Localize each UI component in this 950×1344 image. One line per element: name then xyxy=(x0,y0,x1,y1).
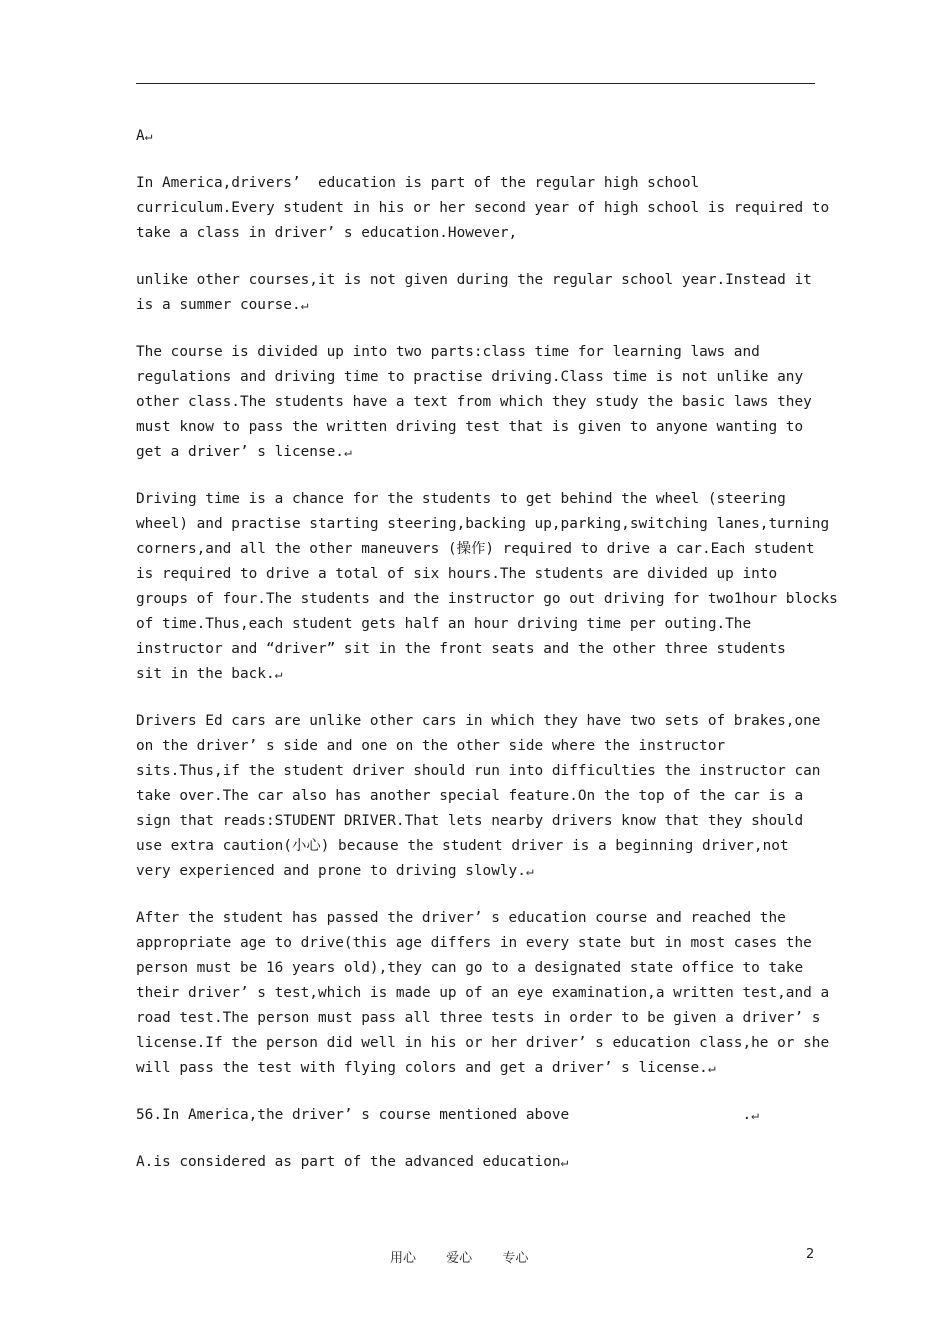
paragraph-line: sign that reads:STUDENT DRIVER.That lets nearby drivers know that they should xyxy=(136,813,804,829)
paragraph-line: is required to drive a total of six hours.The students are divided up into xyxy=(136,566,778,582)
paragraph-line: use extra caution(小心) because the student driver is a beginning driver,not xyxy=(136,838,789,854)
section-label-text: A xyxy=(136,128,145,144)
paragraph-line xyxy=(136,293,826,318)
paragraph-line: appropriate age to drive(this age differs in every state but in most cases the xyxy=(136,935,812,951)
paragraph xyxy=(136,268,826,318)
paragraph-line: corners,and all the other maneuvers (操作) required to drive a car.Each student xyxy=(136,541,815,557)
paragraph-mark-icon: ↵ xyxy=(525,864,534,879)
paragraph-line: take over.The car also has another special feature.On the top of the car is a xyxy=(136,788,804,804)
paragraph-line: unlike other courses,it is not given during the regular school year.Instead it xyxy=(136,272,812,288)
paragraph-line: groups of four.The students and the instructor go out driving for two1hour blocks xyxy=(136,591,838,607)
paragraph-mark-icon: ↵ xyxy=(274,667,283,682)
paragraph-mark-icon: ↵ xyxy=(560,1155,569,1170)
paragraph-line: curriculum.Every student in his or her second year of high school is required to xyxy=(136,200,830,216)
paragraph-line: must know to pass the written driving test that is given to anyone wanting to xyxy=(136,419,804,435)
paragraph-line: After the student has passed the driver’ s education course and reached the xyxy=(136,910,786,926)
paragraph-line: take a class in driver’ s education.However, xyxy=(136,225,518,241)
paragraph-line: person must be 16 years old),they can go to a designated state office to take xyxy=(136,960,804,976)
line-text: very experienced and prone to driving slowly. xyxy=(136,863,526,879)
paragraph-line: Driving time is a chance for the students to get behind the wheel (steering xyxy=(136,491,786,507)
header-rule xyxy=(136,83,815,84)
paragraph xyxy=(136,1150,826,1175)
line-text: is a summer course. xyxy=(136,297,301,313)
paragraph xyxy=(136,1103,826,1128)
paragraph-mark-icon: ↵ xyxy=(144,129,153,144)
paragraph xyxy=(136,340,826,465)
paragraph-list xyxy=(136,171,838,1175)
paragraph-line xyxy=(136,662,826,687)
paragraph-line xyxy=(136,859,826,884)
paragraph-line: other class.The students have a text from which they study the basic laws they xyxy=(136,394,812,410)
paragraph-line: regulations and driving time to practise driving.Class time is not unlike any xyxy=(136,369,804,385)
paragraph-line: license.If the person did well in his or her driver’ s education class,he or she xyxy=(136,1035,830,1051)
paragraph xyxy=(136,906,830,1081)
paragraph-line: The course is divided up into two parts:class time for learning laws and xyxy=(136,344,760,360)
paragraph-line xyxy=(136,1150,826,1175)
paragraph-line xyxy=(136,1103,826,1128)
paragraph-line: Drivers Ed cars are unlike other cars in which they have two sets of brakes,one xyxy=(136,713,821,729)
footer-motto-item: 用心 xyxy=(390,1251,417,1266)
page-number: 2 xyxy=(806,1247,815,1262)
paragraph-mark-icon: ↵ xyxy=(343,445,352,460)
paragraph-mark-icon: ↵ xyxy=(751,1108,759,1123)
paragraph-line: their driver’ s test,which is made up of an eye examination,a written test,and a xyxy=(136,985,830,1001)
paragraph-line: road test.The person must pass all three tests in order to be given a driver’ s xyxy=(136,1010,821,1026)
paragraph-line: of time.Thus,each student gets half an hour driving time per outing.The xyxy=(136,616,752,632)
paragraph-line: sits.Thus,if the student driver should run into difficulties the instructor can xyxy=(136,763,821,779)
line-text: A.is considered as part of the advanced education xyxy=(136,1154,561,1170)
page-footer xyxy=(0,1247,950,1267)
footer-motto-item: 专心 xyxy=(502,1251,529,1266)
paragraph-line: In America,drivers’ education is part of the regular high school xyxy=(136,175,700,191)
paragraph-line: instructor and “driver” sit in the front seats and the other three students xyxy=(136,641,786,657)
paragraph-mark-icon: ↵ xyxy=(707,1061,716,1076)
paragraph-line: wheel) and practise starting steering,backing up,parking,switching lanes,turning xyxy=(136,516,830,532)
line-text: get a driver’ s license. xyxy=(136,444,344,460)
footer-motto xyxy=(390,1247,554,1266)
document-body xyxy=(136,124,838,1197)
paragraph-line xyxy=(136,440,826,465)
paragraph xyxy=(136,487,838,687)
section-label xyxy=(136,124,826,149)
paragraph xyxy=(136,171,830,246)
line-text: will pass the test with flying colors and get a driver’ s license. xyxy=(136,1060,708,1076)
paragraph-mark-icon: ↵ xyxy=(300,298,309,313)
footer-motto-item: 爱心 xyxy=(446,1251,473,1266)
paragraph-line xyxy=(136,1056,826,1081)
line-text: sit in the back. xyxy=(136,666,275,682)
paragraph xyxy=(136,709,826,884)
line-text: 56.In America,the driver’ s course mentioned above . xyxy=(136,1107,752,1123)
paragraph-line: on the driver’ s side and one on the other side where the instructor xyxy=(136,738,726,754)
